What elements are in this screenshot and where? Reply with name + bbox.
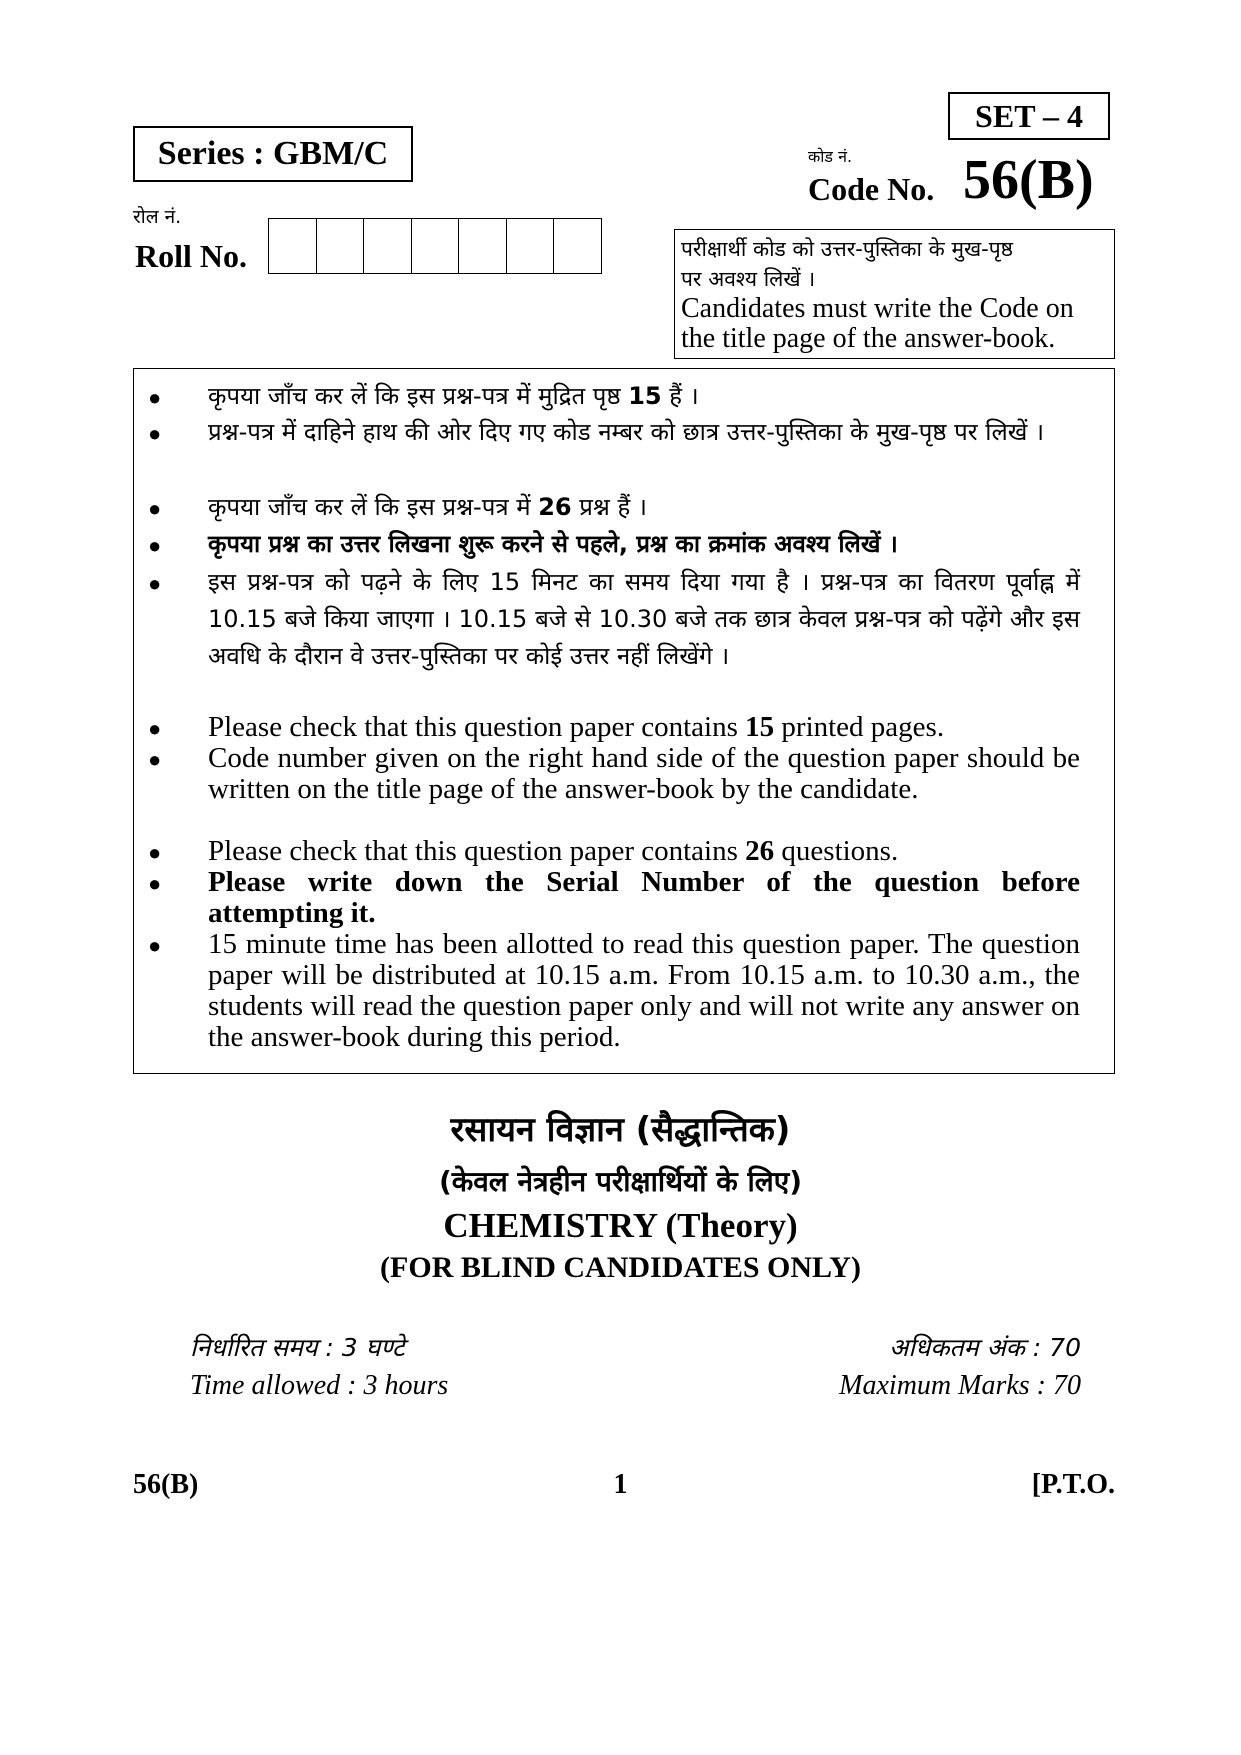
subtitle-hindi: (केवल नेत्रहीन परीक्षार्थियों के लिए) xyxy=(438,1165,803,1198)
instruction-hindi-2: प्रश्न-पत्र में दाहिने हाथ की ओर दिए गए कोड नम्बर को छात्र उत्तर-पुस्तिका के मुख-पृष्ठ पर लिखें । xyxy=(208,418,1045,446)
bullet-icon: ● xyxy=(148,571,162,596)
candidate-note-hindi-1: परीक्षार्थी कोड को उत्तर-पुस्तिका के मुख-पृष्ठ xyxy=(681,237,1014,261)
bullet-icon: ● xyxy=(148,747,162,772)
roll-digit-box[interactable] xyxy=(364,219,412,273)
instruction-english-1: Please check that this question paper contains 15 printed pages. xyxy=(208,711,945,743)
instruction-hindi-4: कृपया प्रश्न का उत्तर लिखना शुरू करने से पहले, प्रश्न का क्रमांक अवश्य लिखें । xyxy=(208,530,898,558)
instruction-english-3: Please check that this question paper contains 26 questions. xyxy=(208,835,899,867)
subtitle-english: (FOR BLIND CANDIDATES ONLY) xyxy=(380,1251,861,1284)
instruction-english-5: 15 minute time has been allotted to read this question paper. The question paper will be distributed at 10.15 a.m. From 10.15 a.m. to 10.30 a.m., the students will read the question paper only and will not write any answer on the answer-book during this period. xyxy=(208,928,1080,1053)
roll-digit-box[interactable] xyxy=(554,219,602,273)
roll-digit-box[interactable] xyxy=(412,219,460,273)
bullet-icon: ● xyxy=(148,385,162,410)
candidate-note-english-2: the title page of the answer-book. xyxy=(681,323,1056,354)
code-label-hindi: कोड नं. xyxy=(808,147,853,166)
roll-digit-box[interactable] xyxy=(459,219,507,273)
code-label: Code No. xyxy=(808,171,935,207)
bullet-icon: ● xyxy=(148,716,162,741)
roll-digit-box[interactable] xyxy=(269,219,317,273)
instruction-english-4: Please write down the Serial Number of the question before attempting it. xyxy=(208,866,1080,929)
instruction-hindi-3: कृपया जाँच कर लें कि इस प्रश्न-पत्र में 26 प्रश्न हैं । xyxy=(208,493,647,521)
candidate-note-hindi-2: पर अवश्य लिखें । xyxy=(681,267,816,291)
bullet-icon: ● xyxy=(148,533,162,558)
bullet-icon: ● xyxy=(148,871,162,896)
bullet-icon: ● xyxy=(148,496,162,521)
roll-number-boxes[interactable] xyxy=(268,218,602,274)
bullet-icon: ● xyxy=(148,421,162,446)
code-value: 56(B) xyxy=(963,149,1094,211)
footer-code: 56(B) xyxy=(133,1469,199,1500)
page-number: 1 xyxy=(613,1469,628,1500)
roll-label: Roll No. xyxy=(135,238,247,274)
candidate-note-box xyxy=(674,229,1115,359)
time-allowed: Time allowed : 3 hours xyxy=(190,1370,449,1401)
roll-label-hindi: रोल नं. xyxy=(133,206,182,228)
instruction-english-2: Code number given on the right hand side of the question paper should be written on the title page of the answer-book by the candidate. xyxy=(208,742,1080,805)
title-english: CHEMISTRY (Theory) xyxy=(443,1206,798,1245)
series-label: Series : GBM/C xyxy=(133,126,413,182)
roll-digit-box[interactable] xyxy=(507,219,555,273)
max-marks: Maximum Marks : 70 xyxy=(839,1370,1081,1401)
roll-digit-box[interactable] xyxy=(317,219,365,273)
max-marks-hindi: अधिकतम अंक : 70 xyxy=(889,1333,1081,1362)
set-label: SET – 4 xyxy=(948,92,1110,140)
pto-label: [P.T.O. xyxy=(1031,1469,1115,1500)
instruction-hindi-1: कृपया जाँच कर लें कि इस प्रश्न-पत्र में मुद्रित पृष्ठ 15 हैं । xyxy=(208,382,699,410)
time-allowed-hindi: निर्धारित समय : 3 घण्टे xyxy=(190,1333,405,1362)
title-hindi: रसायन विज्ञान (सैद्धान्तिक) xyxy=(450,1110,791,1150)
bullet-icon: ● xyxy=(148,840,162,865)
candidate-note-english-1: Candidates must write the Code on xyxy=(681,293,1074,324)
bullet-icon: ● xyxy=(148,933,162,958)
instruction-hindi-5: इस प्रश्न-पत्र को पढ़ने के लिए 15 मिनट का समय दिया गया है । प्रश्न-पत्र का वितरण पूर्वाह्न में 10.15 बजे किया जाएगा । 10.15 बजे से 10.30 बजे तक छात्र केवल प्रश्न-पत्र को पढ़ेंगे और इस अवधि के दौरान वे उत्तर-पुस्तिका पर कोई उत्तर नहीं लिखेंगे । xyxy=(208,568,1080,670)
